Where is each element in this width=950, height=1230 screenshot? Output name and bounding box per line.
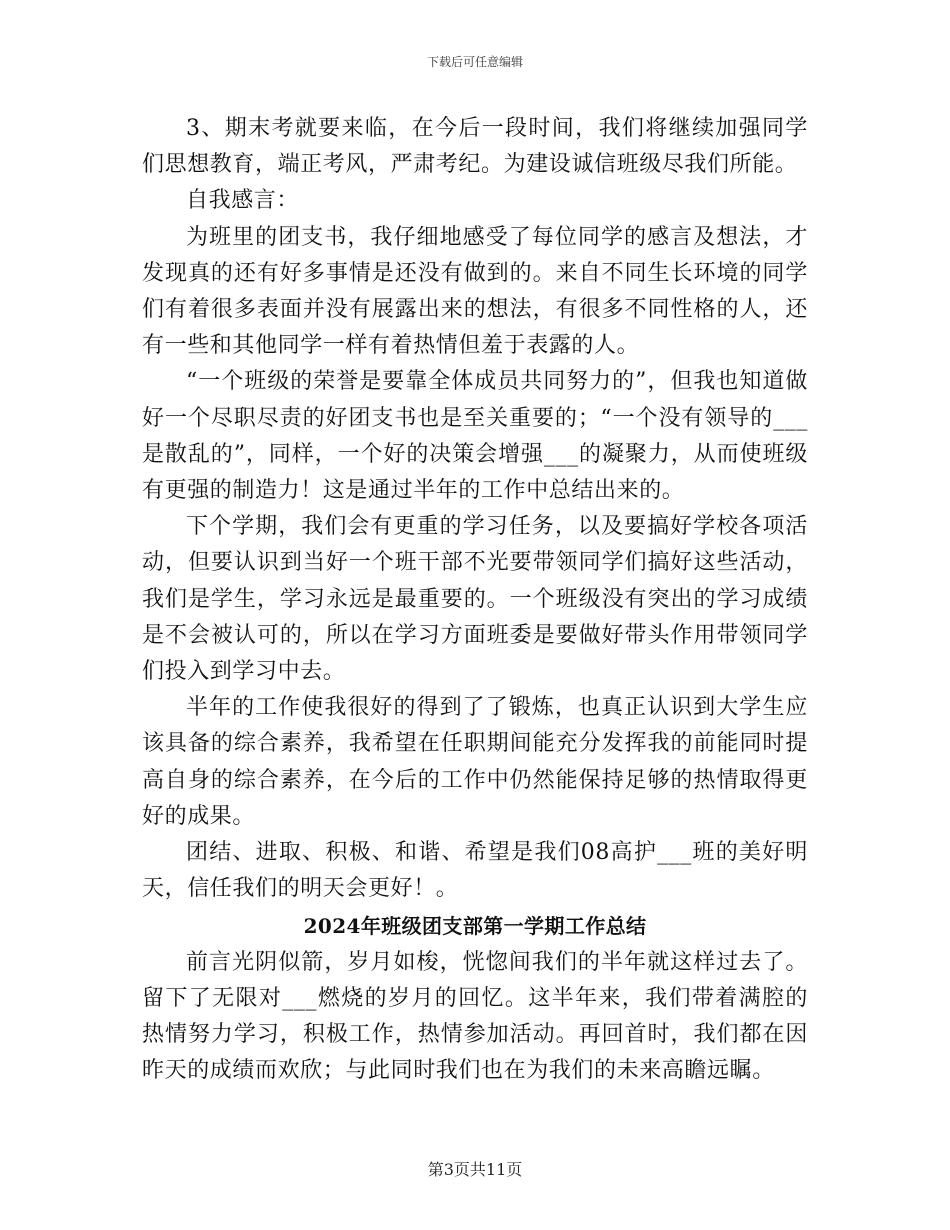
page-header: 下载后可任意编辑 [426,55,523,69]
page-number: 第3页共11页 [427,1160,523,1179]
paragraph-class-future: 团结、进取、积极、和谐、希望是我们08高护___班的美好明天，信任我们的明天会更好！。 [142,840,808,902]
paragraph-next-semester: 下个学期，我们会有更重的学习任务，以及要搞好学校各项活动，但要认识到当好一个班干部不光要带领同学们搞好这些活动，我们是学生，学习永远是最重要的。一个班级没有突出的学习成绩是不会被认可的，所以在学习方面班委是要做好带头作用带领同学们投入到学习中去。 [142,514,808,685]
paragraph-preface: 前言光阴似箭，岁月如梭，恍惚间我们的半年就这样过去了。留下了无限对___燃烧的岁月的回忆。这半年来，我们带着满腔的热情努力学习，积极工作，热情参加活动。再回首时，我们都在因昨天的成绩而欢欣；与此同时我们也在为我们的未来高瞻远瞩。 [142,949,808,1084]
paragraph-exam-prep: 3、期末考就要来临，在今后一段时间，我们将继续加强同学们思想教育，端正考风，严肃考纪。为建设诚信班级尽我们所能。 [142,116,808,178]
section-title: 2024年班级团支部第一学期工作总结 [303,914,647,939]
paragraph-half-year-work: 半年的工作使我很好的得到了了锻炼，也真正认识到大学生应该具备的综合素养，我希望在任职期间能充分发挥我的前能同时提高自身的综合素养，在今后的工作中仍然能保持足够的热情取得更好的成果。 [142,695,808,829]
paragraph-class-honor: “一个班级的荣誉是要靠全体成员共同努力的”，但我也知道做好一个尽职尽责的好团支书也是至关重要的；“一个没有领导的___是散乱的”，同样，一个好的决策会增强___的凝聚力，从而使班级有更强的制造力！这是通过半年的工作中总结出来的。 [142,369,808,504]
document-body [142,111,808,1089]
paragraph-league-secretary: 为班里的团支书，我仔细地感受了每位同学的感言及想法，才发现真的还有好多事情是还没有做到的。来自不同生长环境的同学们有着很多表面并没有展露出来的想法，有很多不同性格的人，还有一些和其他同学一样有着热情但羞于表露的人。 [142,224,808,359]
paragraph-self-reflection-heading: 自我感言： [186,188,300,214]
